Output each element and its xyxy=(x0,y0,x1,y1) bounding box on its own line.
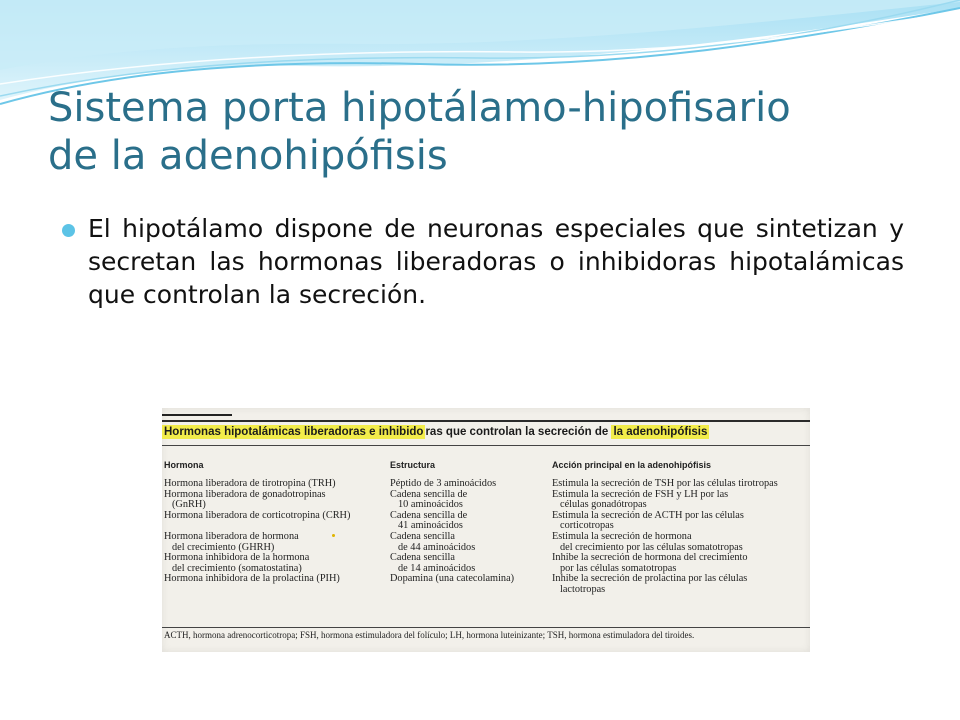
table-cell: del crecimiento (GHRH) xyxy=(172,541,275,553)
table-cell: (GnRH) xyxy=(172,499,206,511)
scan-speck xyxy=(332,534,335,537)
table-cell: Hormona inhibidora de la prolactina (PIH) xyxy=(164,573,340,585)
table-cell: Inhibe la secreción de prolactina por las células xyxy=(552,573,748,585)
bullet-item xyxy=(62,212,904,311)
table-cell: por las células somatotropas xyxy=(560,562,677,574)
table-cell: Hormona liberadora de hormona xyxy=(164,530,299,542)
table-cell: Cadena sencilla de xyxy=(390,488,468,500)
table-cell: células gonadótropas xyxy=(560,499,647,511)
column-estructura xyxy=(390,479,514,585)
slide-title-line-2: de la adenohipófisis xyxy=(48,133,448,179)
table-cell: Hormona liberadora de gonadotropinas xyxy=(164,488,326,500)
table-cell: Cadena sencilla de xyxy=(390,509,468,521)
bullet-text: El hipotálamo dispone de neuronas especiales que sintetizan y secretan las hormonas liberadoras o inhibidoras hipotalámicas que controlan la secreción. xyxy=(88,214,904,309)
column-hormona xyxy=(164,479,350,585)
table-rule xyxy=(162,627,810,628)
column-header-hormona: Hormona xyxy=(164,460,204,470)
table-cell: Cadena sencilla xyxy=(390,530,455,542)
table-cell: lactotropas xyxy=(560,583,606,595)
table-title-middle: ras que controlan la secreción de xyxy=(425,426,612,438)
table-cell: de 44 aminoácidos xyxy=(398,541,476,553)
column-header-accion: Acción principal en la adenohipófisis xyxy=(552,460,712,470)
table-cell: Inhibe la secreción de hormona del crecimiento xyxy=(552,552,748,564)
hormone-table-image xyxy=(162,408,810,652)
table-rule xyxy=(162,445,810,446)
table-top-rule xyxy=(162,414,232,416)
table-title xyxy=(162,422,810,442)
column-accion xyxy=(552,479,778,596)
table-cell: 41 aminoácidos xyxy=(398,520,463,532)
slide-title-line-1: Sistema porta hipotálamo-hipofisario xyxy=(48,85,791,131)
table-cell: Estimula la secreción de TSH por las células tirotropas xyxy=(552,478,778,489)
table-cell: del crecimiento (somatostatina) xyxy=(172,562,302,574)
table-title-highlight-2: la adenohipófisis xyxy=(613,426,708,438)
column-header-estructura: Estructura xyxy=(390,460,436,470)
table-title-highlight-1: Hormonas hipotalámicas liberadoras e inhibido xyxy=(164,426,424,438)
table-cell: Hormona liberadora de tirotropina (TRH) xyxy=(164,478,336,489)
slide-title xyxy=(48,84,928,180)
table-cell: Estimula la secreción de ACTH por las células xyxy=(552,509,744,521)
table-cell: Estimula la secreción de FSH y LH por las xyxy=(552,488,729,500)
table-cell: del crecimiento por las células somatotropas xyxy=(560,541,743,553)
table-cell: Hormona inhibidora de la hormona xyxy=(164,552,310,564)
table-cell: Cadena sencilla xyxy=(390,552,455,564)
table-cell: corticotropas xyxy=(560,520,614,532)
table-cell: 10 aminoácidos xyxy=(398,499,463,511)
table-footnote: ACTH, hormona adrenocorticotropa; FSH, hormona estimuladora del folículo; LH, hormona luteinizante; TSH, hormona estimuladora del tiroides. xyxy=(164,630,695,640)
table-cell: Estimula la secreción de hormona xyxy=(552,530,692,542)
table-cell: de 14 aminoácidos xyxy=(398,562,476,574)
bullet-dot-icon xyxy=(62,224,75,237)
table-cell: Hormona liberadora de corticotropina (CRH) xyxy=(164,509,351,521)
table-cell: Dopamina (una catecolamina) xyxy=(390,573,515,585)
table-cell: Péptido de 3 aminoácidos xyxy=(390,478,497,489)
